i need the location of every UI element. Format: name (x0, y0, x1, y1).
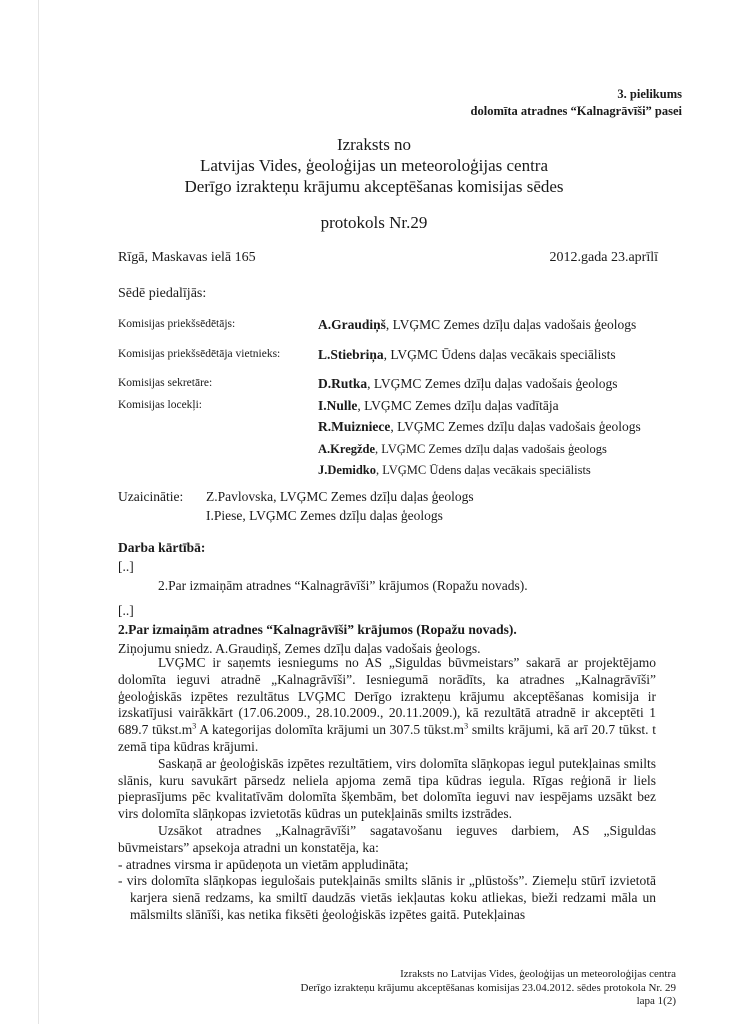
attendee-name: L.Stiebriņa (318, 346, 384, 362)
body-paragraph (118, 655, 656, 756)
annex-number: 3. pielikums (617, 87, 682, 101)
findings-list (118, 857, 656, 924)
attendee-name: I.Nulle (318, 397, 358, 413)
document-title (0, 134, 748, 197)
attendee-person (318, 419, 641, 435)
agenda-ellipsis: [..] (118, 559, 134, 574)
footer-line: Izraksts no Latvijas Vides, ģeoloģijas un meteoroloģijas centra (400, 968, 676, 980)
invited-label: Uzaicinātie: (118, 489, 184, 504)
attendee-row (118, 441, 718, 463)
attendee-position: , LVĢMC Zemes dzīļu daļas vadītāja (357, 397, 559, 413)
footer-line: Derīgo izrakteņu krājumu akceptēšanas komisijas 23.04.2012. sēdes protokola Nr. 29 (300, 981, 676, 994)
attendee-position: , LVĢMC Ūdens daļas vecākais speciālists (383, 346, 616, 362)
attendee-row (118, 462, 718, 484)
attendee-row (118, 347, 718, 369)
agenda-section (118, 540, 708, 660)
attendee-row (118, 398, 718, 420)
attendee-position: , LVĢMC Zemes dzīļu daļas vadošais ģeologs (385, 317, 637, 332)
attendees-label: Sēdē piedalījās: (118, 286, 207, 301)
agenda-reporter: Ziņojumu sniedz. A.Graudiņš, Zemes dzīļu daļas vadošais ģeologs. (118, 641, 481, 656)
superscript: 3 (464, 721, 469, 731)
attendee-name: J.Demidko (318, 463, 376, 477)
agenda-item: 2.Par izmaiņām atradnes “Kalnagrāvīši” krājumos (Ropažu novads). (158, 578, 528, 593)
attendee-row (118, 317, 718, 339)
annex-subject: dolomīta atradnes “Kalnagrāvīši” pasei (470, 104, 682, 118)
title-line-3: Derīgo izrakteņu krājumu akceptēšanas komisijas sēdes (184, 177, 564, 196)
attendee-person (318, 376, 617, 392)
attendee-name: A.Graudiņš (318, 317, 386, 332)
attendee-person (318, 317, 636, 333)
meeting-date: 2012.gada 23.aprīlī (549, 250, 658, 265)
superscript: 3 (192, 721, 197, 731)
body-text-run: A kategorijas dolomīta krājumi un 307.5 tūkst.m (196, 722, 465, 738)
attendee-position: , LVĢMC Ūdens daļas vecākais speciālists (376, 463, 591, 477)
agenda-ellipsis: [..] (118, 603, 134, 618)
page-number: lapa 1(2) (636, 995, 676, 1007)
attendee-name: D.Rutka (318, 376, 368, 391)
body-paragraph: Saskaņā ar ģeoloģiskās izpētes rezultātiem, virs dolomīta slāņkopas iegul putekļainas smilts slānis, kuru savukārt pārsedz neliela apjoma zemā tipa kūdras iegula. Rīgas reģionā ir liels pieprasījums pēc kvalitatīvām dolomīta šķembām, bet dolomīta ieguvi nav iespējams uzsākt bez virs dolomīta slāņkopas izvietotās kūdras un putekļainās smilts izstrādes. (118, 755, 656, 822)
title-line-2: Latvijas Vides, ģeoloģijas un meteoroloģijas centra (199, 156, 549, 175)
attendee-person (318, 463, 591, 478)
attendee-role: Komisijas locekļi: (118, 398, 203, 411)
agenda-heading: Darba kārtībā: (118, 540, 206, 555)
invited-person: I.Piese, LVĢMC Zemes dzīļu daļas ģeologs (206, 508, 443, 523)
attendee-name: A.Kregžde (318, 441, 376, 456)
meeting-place: Rīgā, Maskavas ielā 165 (118, 250, 256, 265)
body-text (118, 655, 656, 924)
attendees-list (118, 317, 718, 484)
title-line-1: Izraksts no (336, 135, 412, 154)
attendee-role: Komisijas priekšsēdētāja vietnieks: (118, 347, 281, 360)
attendee-position: , LVĢMC Zemes dzīļu daļas vadošais ģeologs (375, 441, 607, 456)
attendee-name: R.Muizniece (318, 419, 391, 434)
body-paragraph: Uzsākot atradnes „Kalnagrāvīši” sagatavošanu ieguves darbiem, AS „Siguldas būvmeistars” apsekoja atradni un konstatēja, ka: (118, 822, 656, 855)
annex-heading (471, 86, 682, 120)
attendee-row (118, 376, 718, 398)
list-item: - atradnes virsma ir apūdeņota un vietām appludināta; (118, 856, 409, 872)
attendee-person (318, 398, 559, 414)
attendee-role: Komisijas sekretāre: (118, 377, 213, 389)
invited-person: Z.Pavlovska, LVĢMC Zemes dzīļu daļas ģeologs (206, 489, 474, 504)
attendee-position: , LVĢMC Zemes dzīļu daļas vadošais ģeologs (367, 376, 618, 391)
attendee-role: Komisijas priekšsēdētājs: (118, 318, 236, 330)
attendee-person (318, 347, 616, 363)
list-item: - virs dolomīta slāņkopas iegulošais putekļainās smilts slānis ir „plūstošs”. Ziemeļu stūrī izvietotā karjera sienā redzams, ka smiltī daudzās vietās iekļautas koku atliekas, bieži redzami māla un mālsmilts slānīši, kas netika fiksēti ģeoloģiskās izpētes gaitā. Putekļainas (118, 873, 656, 922)
attendee-row (118, 419, 718, 441)
attendee-person (318, 442, 607, 457)
body-text-run: smilts krājumi, kā arī 20.7 tūkst. t zemā tipa kūdras krājumi. (118, 722, 656, 754)
protocol-number: protokols Nr.29 (320, 213, 428, 232)
body-text-run: LVĢMC ir saņemts iesniegums no AS „Siguldas būvmeistars” sakarā ar projektējamo dolomīta ieguvi atradnē „Kalnagrāvīši”. Iesniegumā norādīts, ka atradnes „Kalnagrāvīši” ģeoloģiskās izpētes rezultātus LVĢMC Derīgo izrakteņu krājumu akceptēšanas komisija ir izskatījusi vairākkārt (17.06.2009., 28.10.2009., 20.11.2009.), kā rezultātā atradnē ir akceptēti 1 689.7 tūkst.m (118, 655, 656, 738)
agenda-item-heading: 2.Par izmaiņām atradnes “Kalnagrāvīši” krājumos (Ropažu novads). (118, 622, 517, 637)
invited-list (206, 487, 474, 525)
attendee-position: , LVĢMC Zemes dzīļu daļas vadošais ģeologs (390, 419, 641, 434)
page-footer (301, 968, 676, 1009)
